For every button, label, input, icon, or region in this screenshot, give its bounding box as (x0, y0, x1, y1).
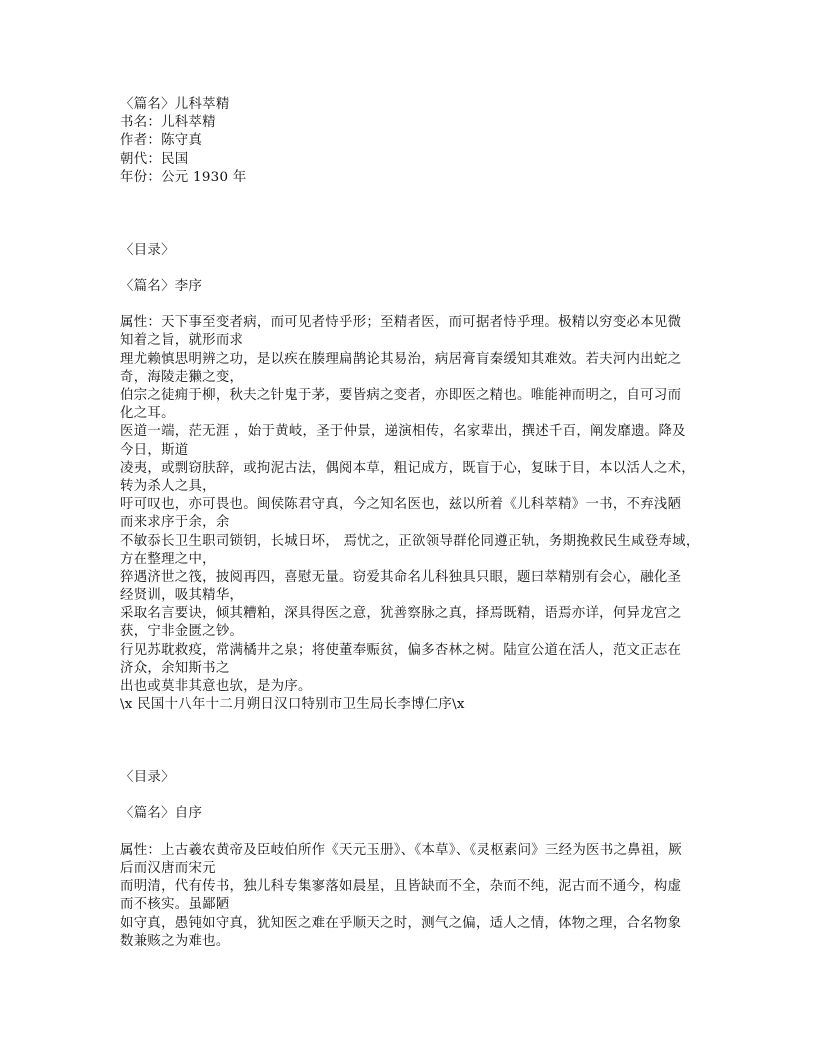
document-page (120, 96, 710, 951)
text-line: 伯宗之徒痈于柳，秋夫之针鬼于茅，要皆病之变者，亦即医之精也。唯能神而明之，自可习而 (120, 388, 682, 404)
text-line: 今日，斯道 (120, 442, 189, 458)
text-line: 而来求序于余，余 (120, 515, 230, 531)
text-line: 而明清，代有传书，独儿科专集寥落如晨星，且皆缺而不全，杂而不纯，泥古而不通今，构虚 (120, 879, 682, 895)
text-line: 吁可叹也，亦可畏也。闽侯陈君守真，今之知名医也，兹以所着《儿科萃精》一书，不弃浅陋 (120, 497, 682, 513)
book-name: 书名：儿科萃精 (120, 115, 216, 131)
section-title: 〈篇名〉自序 (120, 806, 203, 822)
text-line: 后而汉唐而宋元 (120, 860, 216, 876)
text-line: 方在整理之中， (120, 551, 216, 567)
text-line: 济众，余知斯书之 (120, 660, 230, 676)
text-line: 奇，海陵走獭之变， (120, 369, 244, 385)
text-line: 而不核实。虽鄙陋 (120, 897, 230, 913)
text-line: 猝遇济世之筏，披阅再四，喜慰无量。窃爱其命名儿科独具只眼，题曰萃精别有会心，融化圣 (120, 569, 682, 585)
section-title: 〈篇名〉李序 (120, 278, 203, 294)
toc-marker: 〈目录〉 (120, 770, 175, 785)
section-body-author-preface (120, 842, 710, 951)
text-line: 出也或莫非其意也欤，是为序。 (120, 679, 312, 695)
text-line: 行见苏耽救疫，常满橘井之泉；将使董奉赈贫，偏多杏林之树。陆宣公道在活人，范文正志在 (120, 642, 682, 658)
text-line: 属性：上古羲农黄帝及臣岐伯所作《天元玉册》、《本草》、《灵枢素问》三经为医书之鼻祖，厥 (120, 842, 682, 858)
text-line: 采取名言要诀，倾其糟粕，深具得医之意，犹善察脉之真，择焉既精，语焉亦详，何异龙宫之 (120, 606, 682, 622)
dynasty: 朝代：民国 (120, 151, 189, 167)
text-line: 不敏忝长卫生职司锁钥，长城日坏， 焉忧之，正欲领导群伦同遵正轨，务期挽救民生咸登寿域， (120, 533, 700, 549)
chapter-title: 〈篇名〉儿科萃精 (120, 97, 230, 112)
text-line: 经贤训，吸其精华， (120, 588, 244, 604)
text-line: 凌夷，或剽窃肤辞，或拘泥古法，偶阅本草，粗记成方，既盲于心，复昧于目，本以活人之术， (120, 460, 696, 476)
toc-marker: 〈目录〉 (120, 242, 175, 258)
text-line: 数兼赅之为难也。 (120, 933, 230, 949)
author: 作者：陈守真 (120, 133, 203, 149)
text-line: 化之耳。 (120, 406, 175, 422)
text-line: 医道一端，茫无涯 ，始于黄岐，圣于仲景，递演相传，名家辈出，撰述千百，阐发靡遗。降及 (120, 424, 686, 440)
text-line: 获，宁非金匮之钞。 (120, 624, 244, 640)
text-line: 属性：天下事至变者病，而可见者恃乎形；至精者医，而可据者恃乎理。极精以穷变必本见微 (120, 315, 682, 331)
section-body-li-preface (120, 314, 710, 714)
text-line: 知着之旨，就形而求 (120, 333, 244, 349)
text-line: 理尤赖慎思明辨之功，是以疾在腠理扁鹊论其易治，病居膏肓秦缓知其难效。若夫河内出蛇之 (120, 351, 682, 367)
text-line: 如守真，愚钝如守真，犹知医之难在乎顺天之时，测气之偏，适人之情，体物之理，合名物象 (120, 915, 682, 931)
year: 年份：公元 1930 年 (120, 169, 247, 185)
text-line: \x 民国十八年十二月朔日汉口特别市卫生局长李博仁序\x (120, 697, 465, 713)
text-line: 转为杀人之具， (120, 478, 216, 494)
